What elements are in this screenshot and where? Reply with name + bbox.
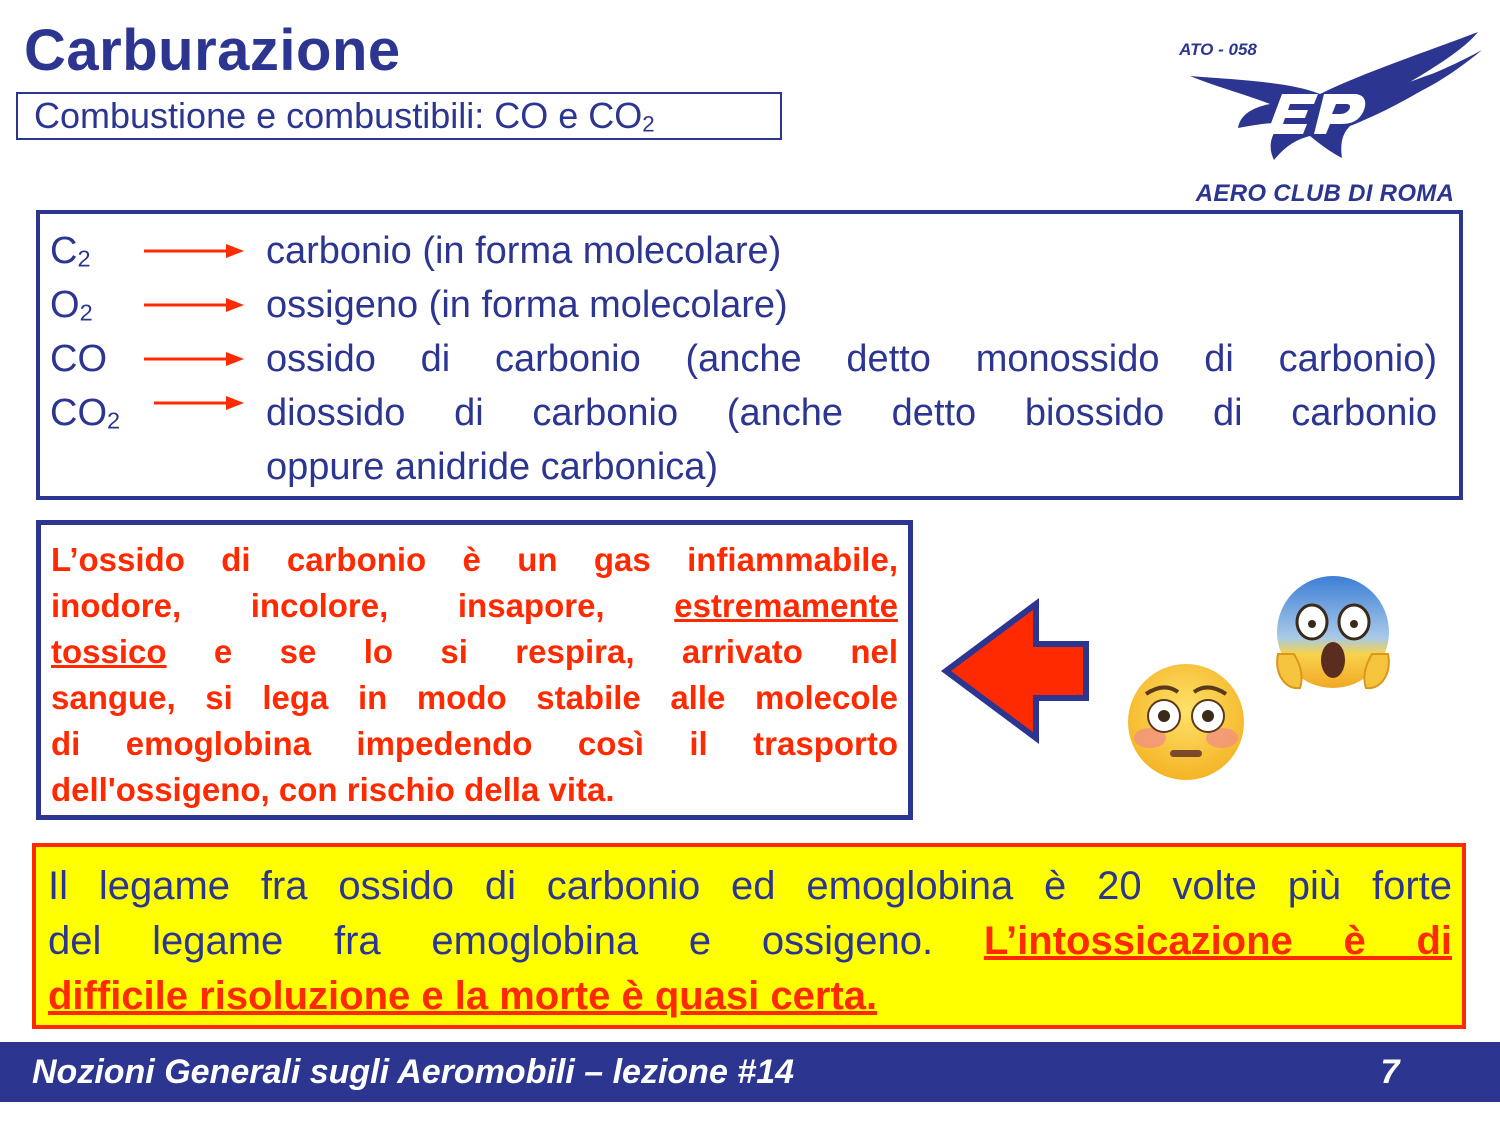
warning-line: inodore, incolore, insapore, estremamente (51, 587, 898, 624)
underlined-text: estremamente (674, 587, 898, 624)
definition-text: ossigeno (in forma molecolare) (266, 284, 788, 326)
left-arrow-icon (940, 598, 1092, 744)
emphasis-text: L’intossicazione è di (983, 919, 1453, 963)
definition-symbol: $CO_2$ (50, 392, 121, 434)
warning-line: di emoglobina impedendo così il trasporto (51, 725, 898, 762)
note-line: Il legame fra ossido di carbonio ed emoglobina è 20 volte più forte (48, 864, 1452, 908)
footer-course-title: Nozioni Generali sugli Aeromobili – lezione #14 (32, 1053, 795, 1091)
warning-line: L’ossido di carbonio è un gas infiammabile, (51, 541, 898, 578)
subtitle-text: Combustione e combustibili: CO e CO (34, 95, 643, 136)
underlined-text: tossico (51, 633, 167, 670)
definition-text: oppure anidride carbonica) (266, 446, 719, 488)
right-arrow-icon (144, 350, 244, 368)
right-arrow-icon (144, 242, 244, 260)
face-screaming-in-fear-icon (1270, 572, 1396, 696)
logo-code: ATO - 058 (1179, 40, 1257, 59)
logo-name: AERO CLUB DI ROMA (1195, 180, 1455, 207)
subtitle-box (16, 92, 782, 140)
flushed-face-icon (1124, 660, 1248, 784)
right-arrow-icon (144, 296, 244, 314)
definition-symbol: CO (50, 338, 107, 380)
emphasis-text: difficile risoluzione e la morte è quasi certa. (48, 974, 878, 1018)
warning-line: dell'ossigeno, con rischio della vita. (51, 771, 615, 808)
note-line: del legame fra emoglobina e ossigeno. L’intossicazione è di (48, 919, 1453, 963)
definition-text: ossido di carbonio (anche detto monossido di carbonio) (266, 338, 1437, 380)
note-line (48, 969, 1452, 1024)
right-arrow-icon (154, 394, 244, 412)
footer-bar (0, 1042, 1500, 1102)
warning-box (36, 520, 913, 820)
warning-line: tossico e se lo si respira, arrivato nel (51, 633, 898, 670)
definition-text: diossido di carbonio (anche detto biossido di carbonio (266, 392, 1437, 434)
definitions-box (36, 210, 1463, 500)
highlight-note-box (32, 843, 1466, 1029)
page-number: 7 (1380, 1053, 1400, 1091)
definition-symbol: $O_2$ (50, 284, 93, 326)
warning-line: sangue, si lega in modo stabile alle molecole (51, 679, 898, 716)
definition-symbol: $C_2$ (50, 230, 91, 272)
page-title: Carburazione (24, 18, 401, 83)
definition-text: carbonio (in forma molecolare) (266, 230, 782, 272)
subtitle-subscript: 2 (642, 111, 655, 137)
